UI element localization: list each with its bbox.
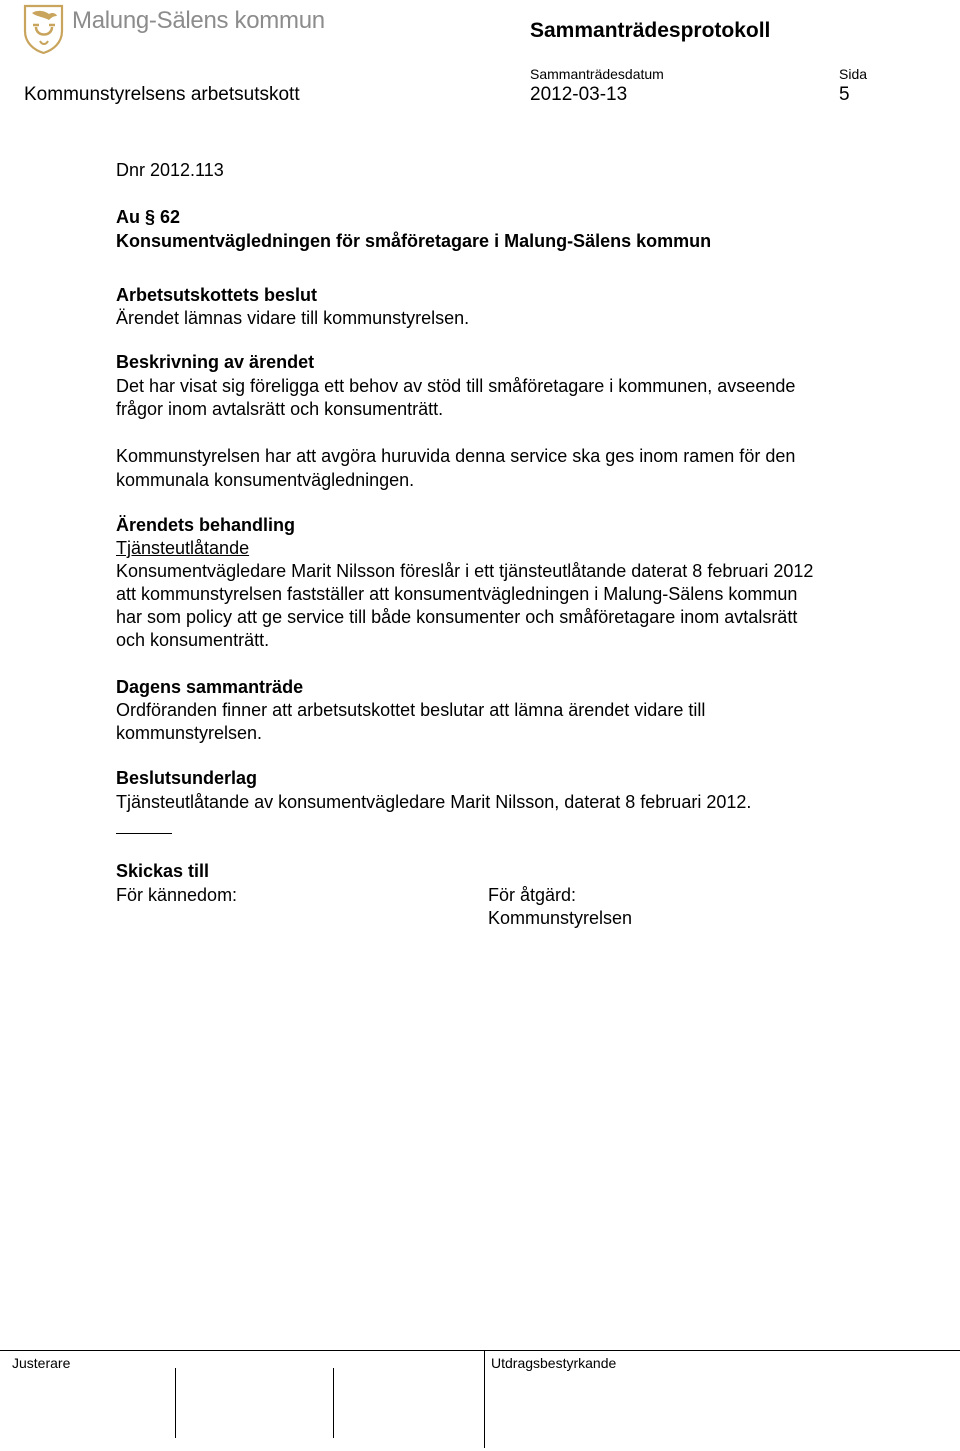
logo-text: Malung-Sälens kommun xyxy=(72,7,325,34)
meeting-date: 2012-03-13 xyxy=(530,84,628,105)
for-info-label: För kännedom: xyxy=(116,885,238,905)
paragraph-number: Au § 62 xyxy=(116,207,181,227)
coat-of-arms-icon xyxy=(22,3,66,55)
page-number: 5 xyxy=(839,84,850,105)
page-label: Sida xyxy=(839,66,868,82)
basis-text: Tjänsteutlåtande av konsumentvägledare Marit Nilsson, daterat 8 februari 2012. xyxy=(116,792,752,812)
handling-subheading: Tjänsteutlåtande xyxy=(116,538,250,558)
description-line: Kommunstyrelsen har att avgöra huruvida denna service ska ges inom ramen för den xyxy=(116,446,796,466)
for-action-label: För åtgärd: xyxy=(488,885,577,905)
document-type-title: Sammanträdesprotokoll xyxy=(530,19,771,42)
decision-heading: Arbetsutskottets beslut xyxy=(116,285,318,305)
signature-box-divider xyxy=(484,1350,485,1448)
meeting-line: kommunstyrelsen. xyxy=(116,723,263,743)
handling-line: och konsumenträtt. xyxy=(116,630,270,650)
handling-heading: Ärendets behandling xyxy=(116,515,296,535)
meeting-line: Ordföranden finner att arbetsutskottet beslutar att lämna ärendet vidare till xyxy=(116,700,706,720)
committee-name: Kommunstyrelsens arbetsutskott xyxy=(24,84,300,105)
date-label: Sammanträdesdatum xyxy=(530,66,664,82)
description-line: kommunala konsumentvägledningen. xyxy=(116,470,415,490)
decision-text: Ärendet lämnas vidare till kommunstyrelsen. xyxy=(116,308,470,328)
case-number: Dnr 2012.113 xyxy=(116,160,224,180)
meeting-heading: Dagens sammanträde xyxy=(116,677,304,697)
description-line: Det har visat sig föreligga ett behov av stöd till småföretagare i kommunen, avseende xyxy=(116,376,796,396)
handling-line: har som policy att ge service till både konsumenter och småföretagare inom avtalsrätt xyxy=(116,607,798,627)
footer-rule xyxy=(0,1350,960,1351)
certifier-label: Utdragsbestyrkande xyxy=(491,1355,617,1371)
signature-box-divider xyxy=(175,1368,176,1438)
municipality-logo xyxy=(22,3,325,55)
section-divider xyxy=(116,833,172,834)
handling-line: att kommunstyrelsen fastställer att konsumentvägledningen i Malung-Sälens kommun xyxy=(116,584,798,604)
description-heading: Beskrivning av ärendet xyxy=(116,352,315,372)
for-action-recipient: Kommunstyrelsen xyxy=(488,908,633,928)
send-to-heading: Skickas till xyxy=(116,861,210,881)
adjusters-label: Justerare xyxy=(12,1355,71,1371)
case-title: Konsumentvägledningen för småföretagare i Malung-Sälens kommun xyxy=(116,231,712,251)
signature-box-divider xyxy=(333,1368,334,1438)
description-line: frågor inom avtalsrätt och konsumenträtt. xyxy=(116,399,444,419)
handling-line: Konsumentvägledare Marit Nilsson föreslår i ett tjänsteutlåtande daterat 8 februari 2012 xyxy=(116,561,814,581)
basis-heading: Beslutsunderlag xyxy=(116,768,258,788)
